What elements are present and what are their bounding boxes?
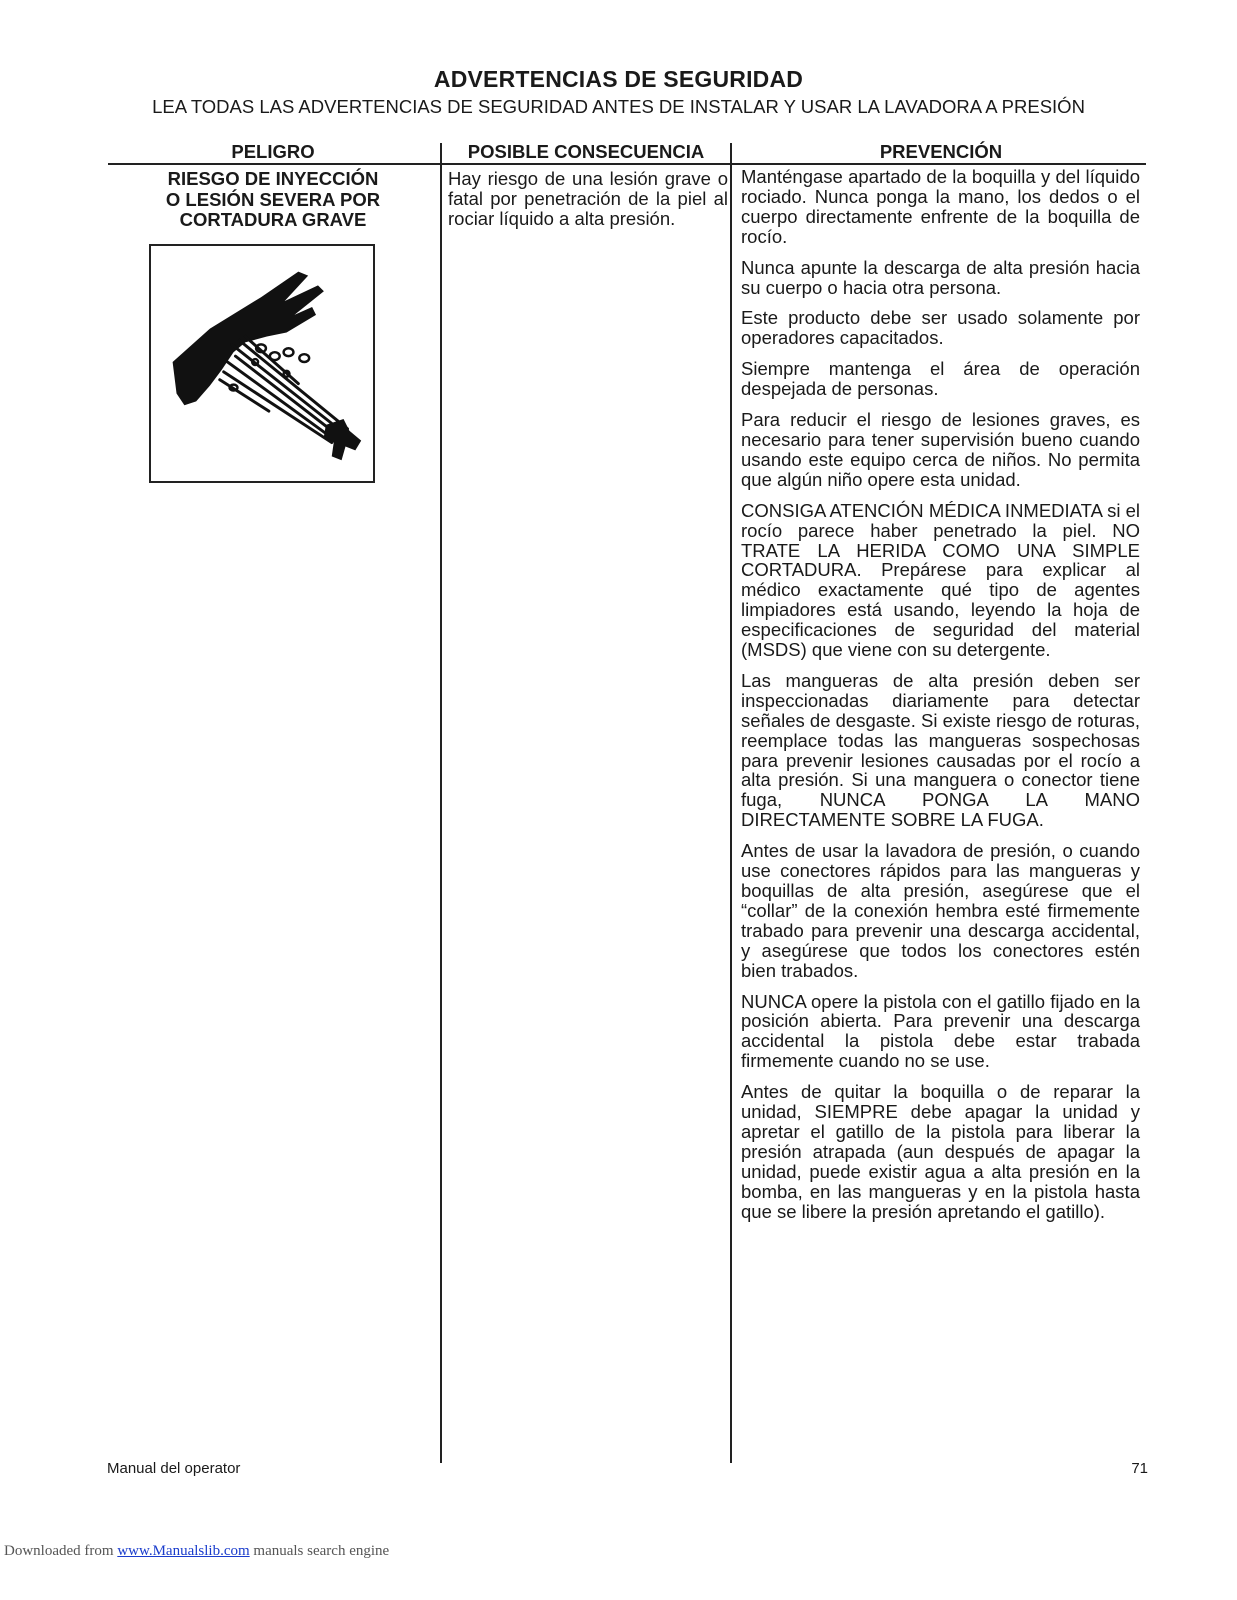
prevention-item: Antes de quitar la boquilla o de reparar la unidad, SIEMPRE debe apagar la unidad y apretar el gatillo de la pistola para liberar la presión atrapada (aun después de apagar la unidad, puede existir agua a alta presión en la bomba, en las mangueras y en la pistola hasta que se libere la presión apretando el gatillo). [741,1081,1140,1222]
page-number: 71 [1131,1460,1148,1477]
download-note-suffix: manuals search engine [249,1543,390,1559]
prevention-item: Siempre mantenga el área de operación despejada de personas. [741,358,1140,400]
hazard-title [108,169,438,231]
hazard-title-line: O LESIÓN SEVERA POR [165,188,381,210]
page-subtitle: LEA TODAS LAS ADVERTENCIAS DE SEGURIDAD ANTES DE INSTALAR Y USAR LA LAVADORA A PRESIÓN [152,96,1085,117]
page-title: ADVERTENCIAS DE SEGURIDAD [433,66,804,92]
prevention-item: NUNCA opere la pistola con el gatillo fijado en la posición abierta. Para prevenir una descarga accidental la pistola debe estar trabada firmemente cuando no se use. [741,990,1140,1072]
footer-manual-label: Manual del operator [107,1460,241,1477]
manualslib-link[interactable]: www.Manualslib.com [117,1543,250,1559]
column-divider [730,143,732,1463]
prevention-item: CONSIGA ATENCIÓN MÉDICA INMEDIATA si el rocío parece haber penetrado la piel. NO TRATE LA HERIDA COMO UNA SIMPLE CORTADURA. Prepárese para explicar al médico exactamente qué tipo de agentes limpiadores está usando, leyendo la hoja de especificaciones de seguridad del material (MSDS) que viene con su detergente. [741,499,1140,661]
column-header-hazard: PELIGRO [231,141,315,162]
hazard-title-line: CORTADURA GRAVE [179,209,367,230]
high-pressure-injection-hand-icon [149,244,375,483]
prevention-item: Nunca apunte la descarga de alta presión hacia su cuerpo o hacia otra persona. [741,256,1140,298]
consequence-text: Hay riesgo de una lesión grave o fatal por penetración de la piel al rociar líquido a alta presión. [448,168,728,229]
prevention-list [741,167,1140,1233]
download-note [4,1543,389,1560]
column-divider [440,143,442,1463]
prevention-item: Antes de usar la lavadora de presión, o cuando use conectores rápidos para las mangueras y boquillas de alta presión, asegúrese que el “collar” de la conexión hembra esté firmemente trabado para prevenir una descarga accidental, y asegúrese que todos los conectores estén bien trabados. [741,840,1140,981]
prevention-item: Manténgase apartado de la boquilla y del líquido rociado. Nunca ponga la mano, los dedos o el cuerpo directamente enfrente de la boquilla de rocío. [741,166,1140,247]
hazard-title-line: RIESGO DE INYECCIÓN [167,168,379,189]
column-header-prevention: PREVENCIÓN [879,141,1003,162]
prevention-item: Este producto debe ser usado solamente por operadores capacitados. [741,307,1140,349]
download-note-prefix: Downloaded from [4,1543,118,1559]
prevention-item: Las mangueras de alta presión deben ser inspeccionadas diariamente para detectar señales de desgaste. Si existe riesgo de roturas, reemplace todas las mangueras sospechosas para prevenir lesiones causadas por el rocío a alta presión. Si una manguera o conector tiene fuga, NUNCA PONGA LA MANO DIRECTAMENTE SOBRE LA FUGA. [741,669,1141,831]
table-header-rule [108,163,1146,165]
column-header-consequence: POSIBLE CONSECUENCIA [467,141,705,162]
prevention-item: Para reducir el riesgo de lesiones graves, es necesario para tener supervisión bueno cuando usando este equipo cerca de niños. No permita que algún niño opere esta unidad. [741,409,1140,490]
